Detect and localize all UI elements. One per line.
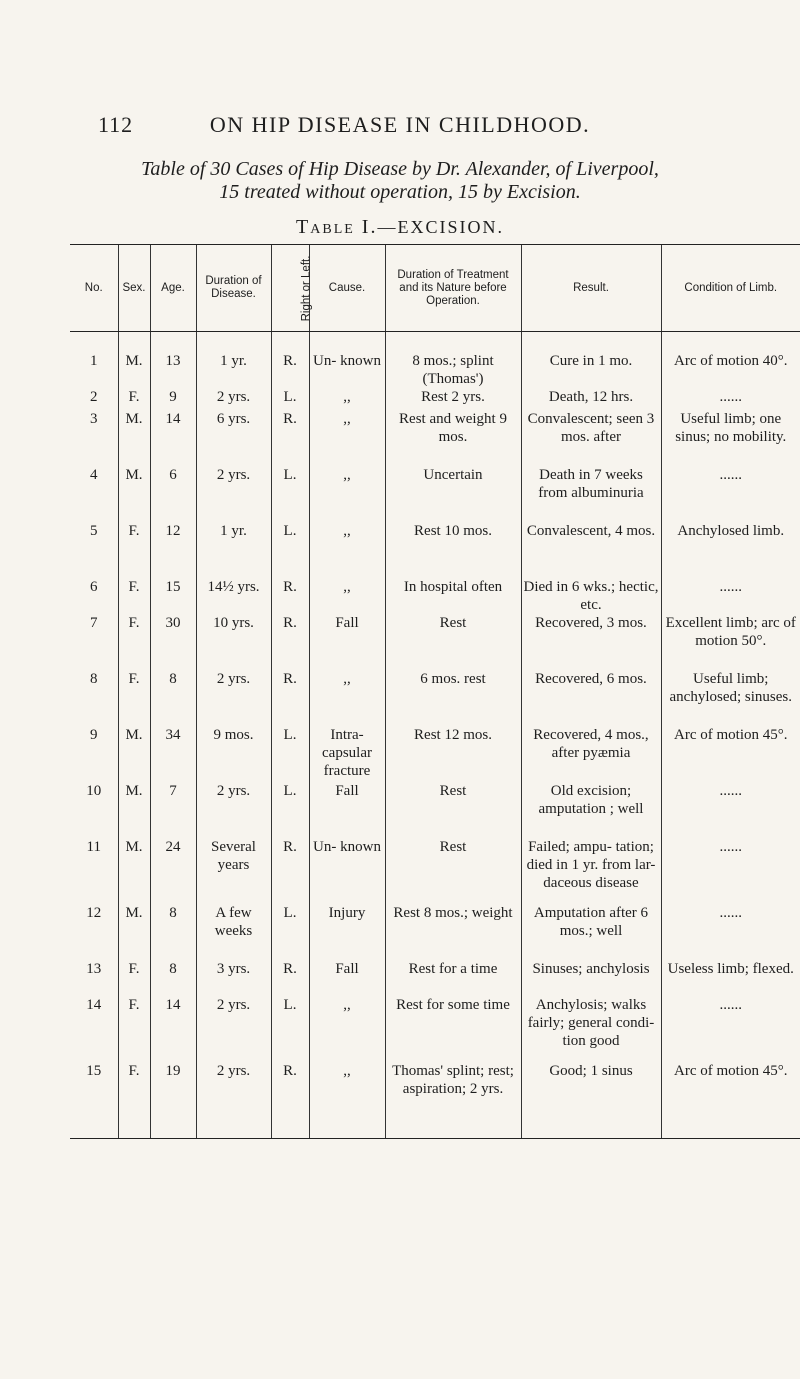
cell-side: R.	[271, 838, 309, 904]
cell-condition: Excellent limb; arc of motion 50°.	[661, 614, 800, 670]
cell-duration: 2 yrs.	[196, 670, 271, 726]
cell-no: 14	[86, 997, 102, 1013]
cell-sex: M.	[118, 332, 150, 389]
cell-side: R.	[271, 1062, 309, 1138]
cell-sex: M.	[118, 838, 150, 904]
cell-treatment: Rest and weight 9 mos.	[385, 410, 521, 466]
cell-result: Old excision; amputation ; well	[521, 782, 661, 838]
cell-result: Recovered, 6 mos.	[521, 670, 661, 726]
cell-cause: Fall	[309, 782, 385, 838]
cell-treatment: Uncertain	[385, 466, 521, 522]
cell-result: Died in 6 wks.; hectic, etc.	[521, 578, 661, 614]
cell-cause: ,,	[309, 522, 385, 578]
cell-treatment: Rest 8 mos.; weight	[385, 904, 521, 960]
cell-no: 8	[90, 671, 98, 687]
cell-duration: 6 yrs.	[196, 410, 271, 466]
cell-result: Failed; ampu- tation; died in 1 yr. from lar- daceous disease	[521, 838, 661, 904]
col-header-cause: Cause.	[309, 245, 385, 332]
cell-duration: 2 yrs.	[196, 466, 271, 522]
cell-treatment: Rest for some time	[385, 996, 521, 1062]
cell-treatment: Rest	[385, 782, 521, 838]
cell-duration: 2 yrs.	[196, 782, 271, 838]
cell-result: Anchylosis; walks fairly; general condi- tion good	[521, 996, 661, 1062]
cell-treatment: Rest	[385, 614, 521, 670]
cell-treatment: Thomas' splint; rest; aspiration; 2 yrs.	[385, 1062, 521, 1138]
cell-side: L.	[271, 904, 309, 960]
cell-treatment: Rest 12 mos.	[385, 726, 521, 782]
cell-duration: 10 yrs.	[196, 614, 271, 670]
cell-duration: 9 mos.	[196, 726, 271, 782]
table-row	[70, 410, 800, 466]
cell-no: 12	[86, 905, 102, 921]
cell-treatment: Rest 2 yrs.	[385, 388, 521, 410]
cell-side: L.	[271, 726, 309, 782]
cell-cause: ,,	[309, 388, 385, 410]
table-row	[70, 904, 800, 960]
cell-no: 15	[70, 1062, 118, 1138]
table-row	[70, 960, 800, 996]
col-header-result: Result.	[521, 245, 661, 332]
cell-side: L.	[271, 466, 309, 522]
table-row	[70, 996, 800, 1062]
cell-condition: Arc of motion 45°.	[661, 1062, 800, 1138]
cell-no: 4	[90, 467, 98, 483]
table-title	[0, 216, 800, 239]
cell-cause: ,,	[309, 466, 385, 522]
cell-no: 1	[90, 353, 98, 369]
cell-sex: F.	[118, 670, 150, 726]
cell-no: 6	[90, 579, 98, 595]
col-header-age: Age.	[150, 245, 196, 332]
cell-no: 7	[90, 615, 98, 631]
cell-cause: ,,	[309, 996, 385, 1062]
cell-cause: ,,	[309, 1062, 385, 1138]
cell-side: L.	[271, 996, 309, 1062]
cell-duration: A few weeks	[196, 904, 271, 960]
cell-sex: F.	[118, 960, 150, 996]
table-row	[70, 466, 800, 522]
cell-condition: ......	[661, 466, 800, 522]
cell-result: Good; 1 sinus	[521, 1062, 661, 1138]
cell-no: 11	[86, 839, 101, 855]
table-caption	[0, 158, 800, 204]
cell-age: 6	[150, 466, 196, 522]
cell-age: 12	[150, 522, 196, 578]
cell-duration: 1 yr.	[196, 522, 271, 578]
table-title-prefix: Table I.	[296, 216, 378, 238]
cell-age: 34	[150, 726, 196, 782]
cell-sex: M.	[118, 726, 150, 782]
caption-line-1: Table of 30 Cases of Hip Disease by Dr. Alexander, of Liverpool,	[141, 158, 659, 180]
cell-side: R.	[271, 410, 309, 466]
table-row	[70, 838, 800, 904]
cell-age: 7	[150, 782, 196, 838]
col-header-sex: Sex.	[118, 245, 150, 332]
cell-side: R.	[271, 578, 309, 614]
cell-cause: Intra- capsular fracture	[309, 726, 385, 782]
cell-treatment: Rest 10 mos.	[385, 522, 521, 578]
cell-condition: Useful limb; one sinus; no mobility.	[661, 410, 800, 466]
table-row	[70, 782, 800, 838]
cell-sex: M.	[118, 904, 150, 960]
cell-treatment: 6 mos. rest	[385, 670, 521, 726]
cell-age: 8	[150, 904, 196, 960]
table-row	[70, 522, 800, 578]
cell-sex: F.	[118, 578, 150, 614]
table-title-suffix: —EXCISION.	[377, 217, 504, 237]
cell-condition: ......	[661, 904, 800, 960]
cell-side: L.	[271, 522, 309, 578]
cell-sex: F.	[118, 614, 150, 670]
table-row	[70, 388, 800, 410]
cell-cause: ,,	[309, 578, 385, 614]
cell-cause: Injury	[309, 904, 385, 960]
cell-side: L.	[271, 388, 309, 410]
cell-result: Cure in 1 mo.	[521, 332, 661, 389]
cell-result: Death in 7 weeks from albuminuria	[521, 466, 661, 522]
cell-result: Convalescent, 4 mos.	[521, 522, 661, 578]
cell-result: Recovered, 4 mos., after pyæmia	[521, 726, 661, 782]
cell-treatment: Rest	[385, 838, 521, 904]
cell-result: Recovered, 3 mos.	[521, 614, 661, 670]
cell-sex: M.	[118, 410, 150, 466]
cell-condition: Anchylosed limb.	[661, 522, 800, 578]
cell-age: 15	[150, 578, 196, 614]
cell-side: R.	[271, 614, 309, 670]
cell-duration: 1 yr.	[196, 332, 271, 389]
cell-no: 9	[90, 727, 98, 743]
cell-condition: Useful limb; anchylosed; sinuses.	[661, 670, 800, 726]
cell-sex: F.	[118, 522, 150, 578]
table-row	[70, 614, 800, 670]
table-row	[70, 1062, 800, 1138]
running-head: ON HIP DISEASE IN CHILDHOOD.	[209, 112, 591, 137]
cell-duration: 2 yrs.	[196, 388, 271, 410]
cell-duration: 14½ yrs.	[196, 578, 271, 614]
col-header-side	[271, 245, 312, 332]
cell-condition: Useless limb; flexed.	[661, 960, 800, 996]
cell-cause: Un- known	[309, 838, 385, 904]
cell-no: 13	[86, 961, 102, 977]
cell-no: 3	[90, 411, 98, 427]
cell-condition: ......	[661, 578, 800, 614]
cell-age: 14	[150, 996, 196, 1062]
cell-duration: 2 yrs.	[196, 1062, 271, 1138]
cell-cause: ,,	[309, 410, 385, 466]
cell-duration: Several years	[196, 838, 271, 904]
col-header-duration: Duration of Disease.	[196, 245, 271, 332]
cell-result: Amputation after 6 mos.; well	[521, 904, 661, 960]
cell-cause: Fall	[309, 960, 385, 996]
cell-age: 8	[150, 960, 196, 996]
col-header-condition: Condition of Limb.	[661, 245, 800, 332]
cell-side: R.	[271, 960, 309, 996]
col-header-side-label: Right or Left.	[299, 255, 312, 321]
cell-treatment: 8 mos.; splint (Thomas')	[385, 332, 521, 389]
page-number: 112	[98, 112, 134, 137]
cell-age: 24	[150, 838, 196, 904]
cell-age: 30	[150, 614, 196, 670]
cell-age: 19	[150, 1062, 196, 1138]
cell-sex: F.	[118, 996, 150, 1062]
header-row	[70, 245, 800, 332]
caption-line-2: 15 treated without operation, 15 by Excision.	[219, 181, 581, 203]
cell-condition: ......	[661, 782, 800, 838]
cell-sex: M.	[118, 466, 150, 522]
cell-no: 10	[86, 783, 102, 799]
cell-condition: Arc of motion 40°.	[661, 332, 800, 389]
cell-no: 2	[90, 389, 98, 405]
cell-cause: Un- known	[309, 332, 385, 389]
cell-age: 13	[150, 332, 196, 389]
col-header-no: No.	[70, 245, 118, 332]
cell-result: Convalescent; seen 3 mos. after	[521, 410, 661, 466]
excision-table	[70, 244, 800, 1139]
cell-side: R.	[271, 332, 309, 389]
cell-condition: Arc of motion 45°.	[661, 726, 800, 782]
cell-condition: ......	[661, 996, 800, 1062]
cell-cause: ,,	[309, 670, 385, 726]
table-row	[70, 332, 800, 389]
cell-cause: Fall	[309, 614, 385, 670]
cell-result: Sinuses; anchylosis	[521, 960, 661, 996]
cell-treatment: In hospital often	[385, 578, 521, 614]
cell-sex: F.	[118, 388, 150, 410]
table-row	[70, 670, 800, 726]
cell-age: 9	[150, 388, 196, 410]
cell-sex: M.	[118, 782, 150, 838]
cell-duration: 3 yrs.	[196, 960, 271, 996]
cell-result: Death, 12 hrs.	[521, 388, 661, 410]
cell-no: 5	[90, 523, 98, 539]
cell-condition: ......	[661, 388, 800, 410]
col-header-treatment: Duration of Treatment and its Nature before Operation.	[385, 245, 521, 332]
cell-treatment: Rest for a time	[385, 960, 521, 996]
cell-duration: 2 yrs.	[196, 996, 271, 1062]
cell-age: 8	[150, 670, 196, 726]
cell-age: 14	[150, 410, 196, 466]
page-header	[0, 112, 800, 142]
cell-sex: F.	[118, 1062, 150, 1138]
table-row	[70, 578, 800, 614]
cell-condition: ......	[661, 838, 800, 904]
cell-side: L.	[271, 782, 309, 838]
table-row	[70, 726, 800, 782]
cell-side: R.	[271, 670, 309, 726]
